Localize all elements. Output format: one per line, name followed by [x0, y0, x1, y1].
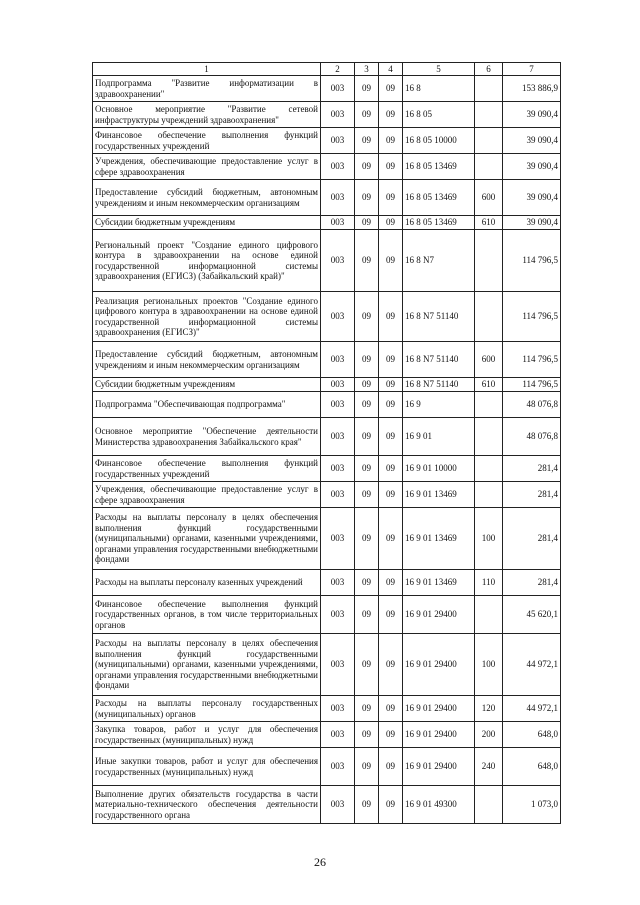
row-subsection-code: 09 — [379, 180, 403, 216]
row-target-article: 16 9 01 — [403, 418, 475, 456]
row-amount: 45 620,1 — [503, 596, 561, 634]
row-ministry-code: 003 — [321, 378, 355, 392]
row-name: Расходы на выплаты персоналу в целях обеспечения выполнения функций государственными (муниципальными) органами, казенными учреждениями, органами управления государственными внебюджетными фондами — [93, 634, 321, 696]
table-row — [93, 102, 561, 128]
row-target-article: 16 9 01 29400 — [403, 634, 475, 696]
row-subsection-code: 09 — [379, 696, 403, 722]
row-ministry-code: 003 — [321, 570, 355, 596]
row-section-code: 09 — [355, 230, 379, 292]
row-ministry-code: 003 — [321, 216, 355, 230]
row-amount: 281,4 — [503, 570, 561, 596]
row-ministry-code: 003 — [321, 748, 355, 786]
row-section-code: 09 — [355, 482, 379, 508]
row-name: Учреждения, обеспечивающие предоставление услуг в сфере здравоохранения — [93, 154, 321, 180]
row-amount: 44 972,1 — [503, 634, 561, 696]
row-target-article: 16 9 01 13469 — [403, 482, 475, 508]
row-name: Реализация региональных проектов "Создание единого цифрового контура в здравоохранении на основе единой государственной информационной системы здравоохранения (ЕГИСЗ)" — [93, 292, 321, 342]
row-name: Финансовое обеспечение выполнения функций государственных учреждений — [93, 456, 321, 482]
row-subsection-code: 09 — [379, 722, 403, 748]
row-expense-type: 610 — [475, 378, 503, 392]
row-ministry-code: 003 — [321, 230, 355, 292]
row-target-article: 16 9 — [403, 392, 475, 418]
row-name: Предоставление субсидий бюджетным, автономным учреждениям и иным некоммерческим организациям — [93, 180, 321, 216]
row-expense-type — [475, 392, 503, 418]
row-name: Субсидии бюджетным учреждениям — [93, 216, 321, 230]
table-row — [93, 596, 561, 634]
row-subsection-code: 09 — [379, 456, 403, 482]
row-ministry-code: 003 — [321, 722, 355, 748]
table-row — [93, 748, 561, 786]
column-header-4: 4 — [379, 63, 403, 76]
row-amount: 48 076,8 — [503, 418, 561, 456]
row-section-code: 09 — [355, 342, 379, 378]
row-target-article: 16 8 N7 — [403, 230, 475, 292]
row-subsection-code: 09 — [379, 128, 403, 154]
row-target-article: 16 8 05 10000 — [403, 128, 475, 154]
row-name: Подпрограмма "Развитие информатизации в здравоохранении" — [93, 76, 321, 102]
row-expense-type — [475, 482, 503, 508]
row-ministry-code: 003 — [321, 180, 355, 216]
row-amount: 114 796,5 — [503, 342, 561, 378]
row-amount: 48 076,8 — [503, 392, 561, 418]
row-ministry-code: 003 — [321, 102, 355, 128]
row-expense-type — [475, 76, 503, 102]
row-ministry-code: 003 — [321, 418, 355, 456]
column-header-2: 2 — [321, 63, 355, 76]
row-expense-type: 240 — [475, 748, 503, 786]
row-section-code: 09 — [355, 102, 379, 128]
row-target-article: 16 8 05 13469 — [403, 180, 475, 216]
row-ministry-code: 003 — [321, 456, 355, 482]
row-amount: 648,0 — [503, 748, 561, 786]
row-name: Расходы на выплаты персоналу в целях обеспечения выполнения функций государственными (муниципальными) органами, казенными учреждениями, органами управления государственными внебюджетными фондами — [93, 508, 321, 570]
row-amount: 39 090,4 — [503, 154, 561, 180]
table-row — [93, 392, 561, 418]
row-target-article: 16 9 01 49300 — [403, 786, 475, 824]
row-target-article: 16 8 05 13469 — [403, 216, 475, 230]
row-subsection-code: 09 — [379, 482, 403, 508]
table-row — [93, 378, 561, 392]
row-target-article: 16 9 01 29400 — [403, 748, 475, 786]
row-amount: 39 090,4 — [503, 102, 561, 128]
row-amount: 648,0 — [503, 722, 561, 748]
row-section-code: 09 — [355, 292, 379, 342]
row-ministry-code: 003 — [321, 342, 355, 378]
row-subsection-code: 09 — [379, 786, 403, 824]
row-expense-type — [475, 292, 503, 342]
row-section-code: 09 — [355, 378, 379, 392]
row-subsection-code: 09 — [379, 418, 403, 456]
row-ministry-code: 003 — [321, 786, 355, 824]
row-subsection-code: 09 — [379, 154, 403, 180]
column-header-6: 6 — [475, 63, 503, 76]
row-expense-type: 200 — [475, 722, 503, 748]
row-amount: 153 886,9 — [503, 76, 561, 102]
row-expense-type — [475, 418, 503, 456]
row-target-article: 16 8 05 13469 — [403, 154, 475, 180]
row-name: Предоставление субсидий бюджетным, автономным учреждениям и иным некоммерческим организациям — [93, 342, 321, 378]
row-ministry-code: 003 — [321, 154, 355, 180]
row-name: Субсидии бюджетным учреждениям — [93, 378, 321, 392]
row-subsection-code: 09 — [379, 570, 403, 596]
row-expense-type: 100 — [475, 508, 503, 570]
row-name: Региональный проект "Создание единого цифрового контура в здравоохранении на основе единой государственной информационной системы здравоохранения (ЕГИСЗ) (Забайкальский край)" — [93, 230, 321, 292]
table-row — [93, 230, 561, 292]
row-subsection-code: 09 — [379, 634, 403, 696]
row-amount: 281,4 — [503, 482, 561, 508]
row-subsection-code: 09 — [379, 596, 403, 634]
row-expense-type: 120 — [475, 696, 503, 722]
row-expense-type — [475, 230, 503, 292]
table-row — [93, 456, 561, 482]
row-target-article: 16 9 01 29400 — [403, 596, 475, 634]
table-row — [93, 292, 561, 342]
row-ministry-code: 003 — [321, 392, 355, 418]
row-section-code: 09 — [355, 456, 379, 482]
row-amount: 44 972,1 — [503, 696, 561, 722]
row-section-code: 09 — [355, 634, 379, 696]
row-name: Учреждения, обеспечивающие предоставление услуг в сфере здравоохранения — [93, 482, 321, 508]
row-section-code: 09 — [355, 722, 379, 748]
row-expense-type — [475, 596, 503, 634]
row-expense-type: 610 — [475, 216, 503, 230]
row-target-article: 16 9 01 13469 — [403, 570, 475, 596]
row-ministry-code: 003 — [321, 596, 355, 634]
row-expense-type — [475, 154, 503, 180]
row-expense-type — [475, 456, 503, 482]
row-target-article: 16 8 N7 51140 — [403, 292, 475, 342]
table-row — [93, 786, 561, 824]
row-target-article: 16 9 01 13469 — [403, 508, 475, 570]
header-row — [93, 63, 561, 76]
row-section-code: 09 — [355, 180, 379, 216]
row-expense-type: 600 — [475, 180, 503, 216]
row-amount: 39 090,4 — [503, 128, 561, 154]
row-expense-type: 600 — [475, 342, 503, 378]
column-header-7: 7 — [503, 63, 561, 76]
table-row — [93, 634, 561, 696]
row-section-code: 09 — [355, 786, 379, 824]
row-amount: 114 796,5 — [503, 378, 561, 392]
column-header-5: 5 — [403, 63, 475, 76]
table-body — [93, 76, 561, 824]
row-ministry-code: 003 — [321, 508, 355, 570]
row-target-article: 16 9 01 10000 — [403, 456, 475, 482]
row-subsection-code: 09 — [379, 230, 403, 292]
row-section-code: 09 — [355, 508, 379, 570]
row-name: Подпрограмма "Обеспечивающая подпрограмма" — [93, 392, 321, 418]
row-name: Финансовое обеспечение выполнения функций государственных органов, в том числе территориальных органов — [93, 596, 321, 634]
row-expense-type: 100 — [475, 634, 503, 696]
row-subsection-code: 09 — [379, 216, 403, 230]
row-amount: 281,4 — [503, 508, 561, 570]
table-row — [93, 128, 561, 154]
table-row — [93, 216, 561, 230]
row-section-code: 09 — [355, 154, 379, 180]
row-name: Расходы на выплаты персоналу казенных учреждений — [93, 570, 321, 596]
row-amount: 1 073,0 — [503, 786, 561, 824]
row-ministry-code: 003 — [321, 696, 355, 722]
row-section-code: 09 — [355, 216, 379, 230]
row-name: Выполнение других обязательств государства в части материально-технического обеспечения деятельности государственного органа — [93, 786, 321, 824]
row-name: Иные закупки товаров, работ и услуг для обеспечения государственных (муниципальных) нужд — [93, 748, 321, 786]
row-expense-type: 110 — [475, 570, 503, 596]
row-subsection-code: 09 — [379, 102, 403, 128]
row-target-article: 16 9 01 29400 — [403, 722, 475, 748]
row-amount: 39 090,4 — [503, 180, 561, 216]
row-amount: 114 796,5 — [503, 230, 561, 292]
row-target-article: 16 8 N7 51140 — [403, 378, 475, 392]
table-row — [93, 154, 561, 180]
row-amount: 39 090,4 — [503, 216, 561, 230]
row-subsection-code: 09 — [379, 508, 403, 570]
row-subsection-code: 09 — [379, 748, 403, 786]
table-row — [93, 180, 561, 216]
row-target-article: 16 9 01 29400 — [403, 696, 475, 722]
row-target-article: 16 8 — [403, 76, 475, 102]
row-subsection-code: 09 — [379, 342, 403, 378]
row-amount: 114 796,5 — [503, 292, 561, 342]
row-amount: 281,4 — [503, 456, 561, 482]
row-section-code: 09 — [355, 748, 379, 786]
table-row — [93, 482, 561, 508]
row-section-code: 09 — [355, 418, 379, 456]
row-ministry-code: 003 — [321, 128, 355, 154]
column-header-3: 3 — [355, 63, 379, 76]
row-ministry-code: 003 — [321, 76, 355, 102]
row-section-code: 09 — [355, 570, 379, 596]
budget-table — [92, 62, 561, 824]
page-number: 26 — [314, 855, 326, 869]
row-ministry-code: 003 — [321, 482, 355, 508]
row-section-code: 09 — [355, 76, 379, 102]
table-row — [93, 696, 561, 722]
row-subsection-code: 09 — [379, 378, 403, 392]
row-expense-type — [475, 786, 503, 824]
table-row — [93, 76, 561, 102]
row-name: Закупка товаров, работ и услуг для обеспечения государственных (муниципальных) нужд — [93, 722, 321, 748]
row-target-article: 16 8 N7 51140 — [403, 342, 475, 378]
column-header-1: 1 — [93, 63, 321, 76]
row-ministry-code: 003 — [321, 634, 355, 696]
row-section-code: 09 — [355, 392, 379, 418]
table-row — [93, 418, 561, 456]
table-row — [93, 570, 561, 596]
row-name: Расходы на выплаты персоналу государственных (муниципальных) органов — [93, 696, 321, 722]
row-section-code: 09 — [355, 696, 379, 722]
row-name: Финансовое обеспечение выполнения функций государственных учреждений — [93, 128, 321, 154]
row-target-article: 16 8 05 — [403, 102, 475, 128]
row-section-code: 09 — [355, 128, 379, 154]
row-subsection-code: 09 — [379, 392, 403, 418]
row-subsection-code: 09 — [379, 76, 403, 102]
row-subsection-code: 09 — [379, 292, 403, 342]
table-row — [93, 342, 561, 378]
table-row — [93, 508, 561, 570]
row-section-code: 09 — [355, 596, 379, 634]
row-name: Основное мероприятие "Обеспечение деятельности Министерства здравоохранения Забайкальского края" — [93, 418, 321, 456]
row-expense-type — [475, 102, 503, 128]
row-expense-type — [475, 128, 503, 154]
row-ministry-code: 003 — [321, 292, 355, 342]
table-row — [93, 722, 561, 748]
row-name: Основное мероприятие "Развитие сетевой инфраструктуры учреждений здравоохранения" — [93, 102, 321, 128]
